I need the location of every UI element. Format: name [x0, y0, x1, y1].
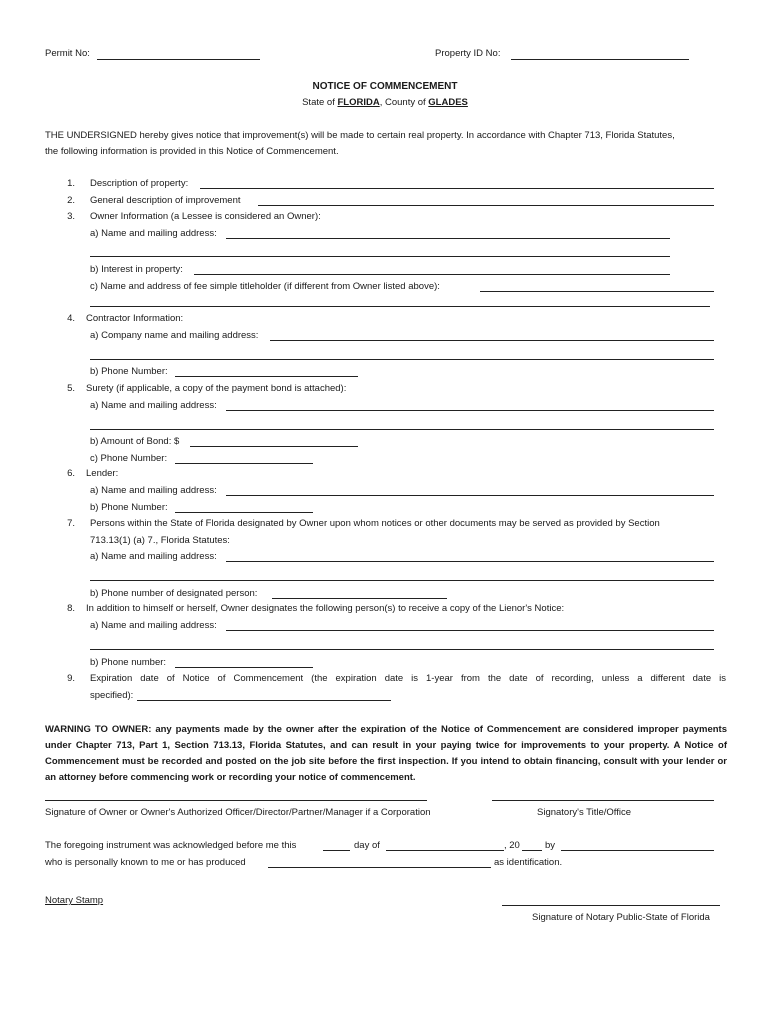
day-of-text: day of: [354, 840, 380, 851]
property-description-label: Description of property:: [90, 178, 189, 189]
owner-name-address-field[interactable]: [226, 238, 670, 239]
lienor-name-address-field[interactable]: [226, 630, 714, 631]
owner-name-address-label: a) Name and mailing address:: [90, 228, 217, 239]
permit-label: Permit No:: [45, 48, 90, 59]
bond-amount-label: b) Amount of Bond: $: [90, 436, 180, 447]
expiration-date-line-2: specified):: [90, 690, 134, 701]
improvement-description-label: General description of improvement: [90, 195, 241, 206]
surety-phone-label: c) Phone Number:: [90, 453, 168, 464]
titleholder-field[interactable]: [480, 291, 714, 292]
lender-phone-field[interactable]: [175, 512, 313, 513]
lender-name-address-label: a) Name and mailing address:: [90, 485, 217, 496]
lender-label: Lender:: [86, 468, 119, 479]
lender-phone-label: b) Phone Number:: [90, 502, 168, 513]
document-title: NOTICE OF COMMENCEMENT: [312, 81, 458, 92]
designated-persons-line-2: 713.13(1) (a) 7., Florida Statutes:: [90, 535, 230, 546]
titleholder-field-2[interactable]: [90, 306, 710, 307]
lienor-notice-label: In addition to himself or herself, Owner designates the following person(s) to receive a copy of the Lienor's Notice:: [86, 603, 565, 614]
identification-field[interactable]: [268, 867, 491, 868]
permit-number-field[interactable]: [97, 59, 260, 60]
intro-line-2: the following information is provided in this Notice of Commencement.: [45, 146, 339, 157]
item-number-1: 1.: [67, 178, 75, 189]
identification-text: as identification.: [494, 857, 563, 868]
contractor-phone-field[interactable]: [175, 376, 358, 377]
owner-signature-field[interactable]: [45, 800, 427, 801]
property-id-label: Property ID No:: [435, 48, 501, 59]
county-name: GLADES: [428, 97, 468, 108]
item-number-9: 9.: [67, 673, 75, 684]
designated-name-address-field-2[interactable]: [90, 580, 714, 581]
item-number-4: 4.: [67, 313, 75, 324]
ack-by-field[interactable]: [561, 850, 714, 851]
county-prefix: , County of: [379, 97, 426, 108]
designated-name-address-field[interactable]: [226, 561, 714, 562]
owner-name-address-field-2[interactable]: [90, 256, 670, 257]
state-prefix: State of: [302, 97, 335, 108]
improvement-description-field[interactable]: [258, 205, 714, 206]
contractor-phone-label: b) Phone Number:: [90, 366, 168, 377]
designated-phone-label: b) Phone number of designated person:: [90, 588, 258, 599]
item-number-5: 5.: [67, 383, 75, 394]
signatory-title-label: Signatory's Title/Office: [537, 807, 632, 818]
lienor-phone-label: b) Phone number:: [90, 657, 167, 668]
owner-information-label: Owner Information (a Lessee is considered an Owner):: [90, 211, 321, 222]
titleholder-label: c) Name and address of fee simple titleholder (if different from Owner listed above):: [90, 281, 440, 292]
signatory-title-field[interactable]: [492, 800, 714, 801]
designated-phone-field[interactable]: [272, 598, 447, 599]
lienor-phone-field[interactable]: [175, 667, 313, 668]
contractor-information-label: Contractor Information:: [86, 313, 184, 324]
interest-in-property-label: b) Interest in property:: [90, 264, 183, 275]
surety-name-address-field[interactable]: [226, 410, 714, 411]
item-number-7: 7.: [67, 518, 75, 529]
item-number-8: 8.: [67, 603, 75, 614]
owner-signature-label: Signature of Owner or Owner's Authorized Officer/Director/Partner/Manager if a Corporation: [45, 807, 431, 818]
state-name: FLORIDA: [337, 97, 380, 108]
item-number-3: 3.: [67, 211, 75, 222]
surety-phone-field[interactable]: [175, 463, 313, 464]
interest-in-property-field[interactable]: [194, 274, 670, 275]
surety-name-address-label: a) Name and mailing address:: [90, 400, 217, 411]
lender-name-address-field[interactable]: [226, 495, 714, 496]
designated-persons-line-1: Persons within the State of Florida designated by Owner upon whom notices or other documents may be served as provided by Section: [90, 518, 660, 529]
lienor-name-address-field-2[interactable]: [90, 649, 714, 650]
property-id-field[interactable]: [511, 59, 689, 60]
acknowledged-text: The foregoing instrument was acknowledged before me this: [45, 840, 297, 851]
item-number-6: 6.: [67, 468, 75, 479]
expiration-date-field[interactable]: [137, 700, 391, 701]
expiration-date-line-1: Expiration date of Notice of Commencement (the expiration date is 1-year from the date of recording, unless a different date is: [90, 673, 726, 684]
contractor-name-address-label: a) Company name and mailing address:: [90, 330, 259, 341]
surety-name-address-field-2[interactable]: [90, 429, 714, 430]
by-text: by: [545, 840, 556, 851]
warning-to-owner: WARNING TO OWNER: any payments made by the owner after the expiration of the Notice of Commencement are considered improper payments under Chapter 713, Part 1, Section 713.13, Florida Statutes, and can result in your paying twice for improvements to your property. A Notice of Commencement must be recorded and posted on the job site before the first inspection. If you intend to obtain financing, consult with your lender or an attorney before commencing work or recording your notice of commencement.: [45, 724, 727, 783]
year-prefix-text: , 20: [504, 840, 520, 851]
ack-year-field[interactable]: [522, 850, 542, 851]
contractor-name-address-field-2[interactable]: [90, 359, 714, 360]
lienor-name-address-label: a) Name and mailing address:: [90, 620, 217, 631]
property-description-field[interactable]: [200, 188, 714, 189]
notary-signature-field[interactable]: [502, 905, 720, 906]
bond-amount-field[interactable]: [190, 446, 358, 447]
state-county-line: [0, 97, 770, 108]
ack-month-field[interactable]: [386, 850, 504, 851]
item-number-2: 2.: [67, 195, 75, 206]
ack-day-field[interactable]: [323, 850, 350, 851]
notary-stamp-label: Notary Stamp: [45, 895, 104, 906]
designated-name-address-label: a) Name and mailing address:: [90, 551, 217, 562]
intro-line-1: THE UNDERSIGNED hereby gives notice that improvement(s) will be made to certain real property. In accordance with Chapter 713, Florida Statutes,: [45, 130, 675, 141]
notary-signature-label: Signature of Notary Public-State of Florida: [532, 912, 710, 923]
surety-label: Surety (if applicable, a copy of the payment bond is attached):: [86, 383, 347, 394]
contractor-name-address-field[interactable]: [270, 340, 714, 341]
personally-known-text: who is personally known to me or has produced: [45, 857, 246, 868]
